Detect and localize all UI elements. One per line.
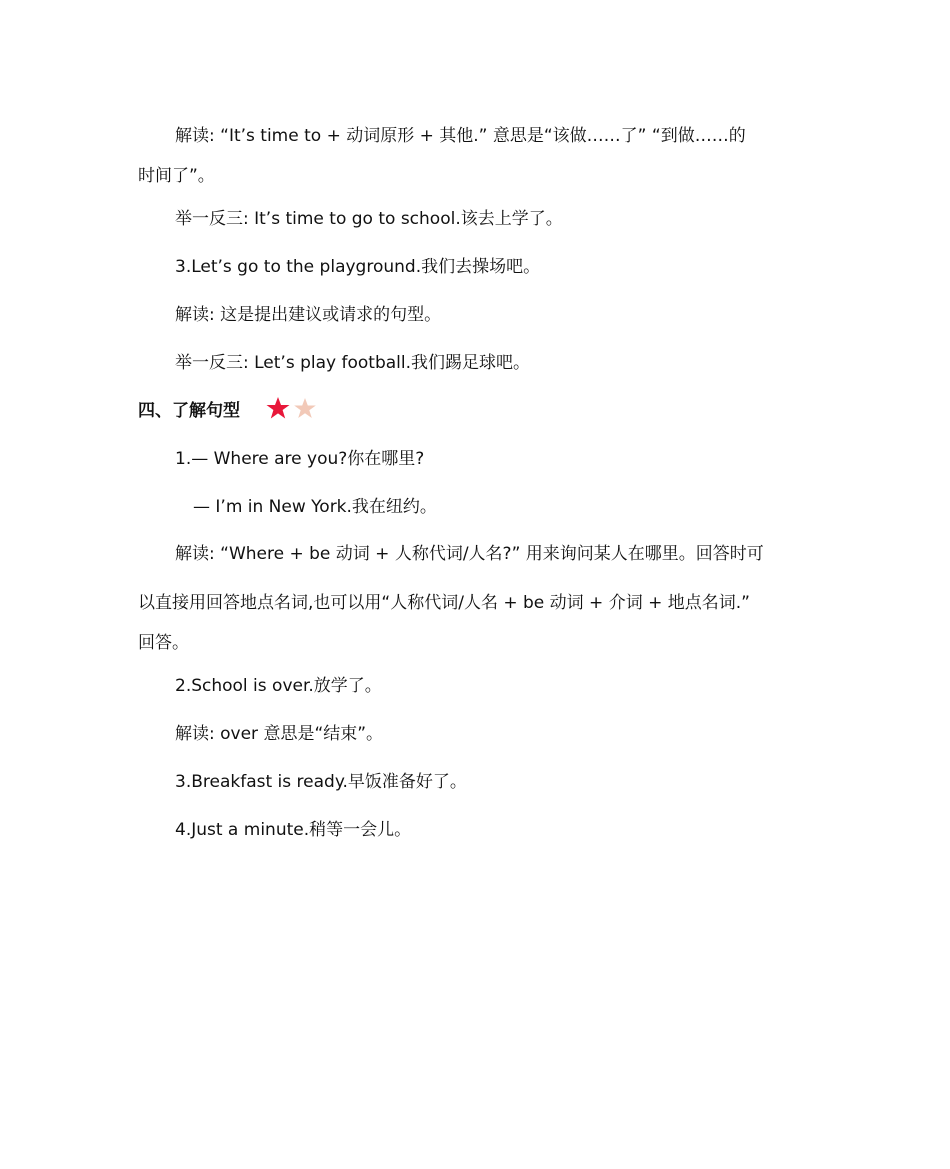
example-sentence: 举一反三: It’s time to go to school.该去上学了。: [175, 209, 563, 229]
filled-star-icon: [267, 397, 290, 419]
empty-star-icon: [294, 398, 316, 418]
sentence-item-3: 3.Let’s go to the playground.我们去操场吧。: [175, 257, 541, 277]
explanation-line-3: 回答。: [138, 633, 189, 653]
section-heading: 四、了解句型: [138, 401, 240, 421]
explanation-line: 解读: 这是提出建议或请求的句型。: [175, 305, 442, 325]
explanation-line-1: 解读: “Where + be 动词 + 人称代词/人名?” 用来询问某人在哪里。回答时可: [175, 544, 764, 564]
explanation-line-2: 以直接用回答地点名词,也可以用“人称代词/人名 + be 动词 + 介词 + 地点名词.”: [138, 593, 750, 613]
sentence-item-1-answer: — I’m in New York.我在纽约。: [193, 497, 437, 517]
explanation-line: 解读: over 意思是“结束”。: [175, 724, 384, 744]
explanation-line-1: 解读: “It’s time to + 动词原形 + 其他.” 意思是“该做……了” “到做……的: [175, 126, 746, 146]
sentence-item-3: 3.Breakfast is ready.早饭准备好了。: [175, 772, 467, 792]
sentence-item-4: 4.Just a minute.稍等一会儿。: [175, 820, 412, 840]
sentence-item-1-question: 1.— Where are you?你在哪里?: [175, 449, 425, 469]
sentence-item-2: 2.School is over.放学了。: [175, 676, 382, 696]
example-sentence: 举一反三: Let’s play football.我们踢足球吧。: [175, 353, 530, 373]
explanation-line-2: 时间了”。: [138, 166, 215, 186]
rating-stars: [266, 396, 320, 422]
